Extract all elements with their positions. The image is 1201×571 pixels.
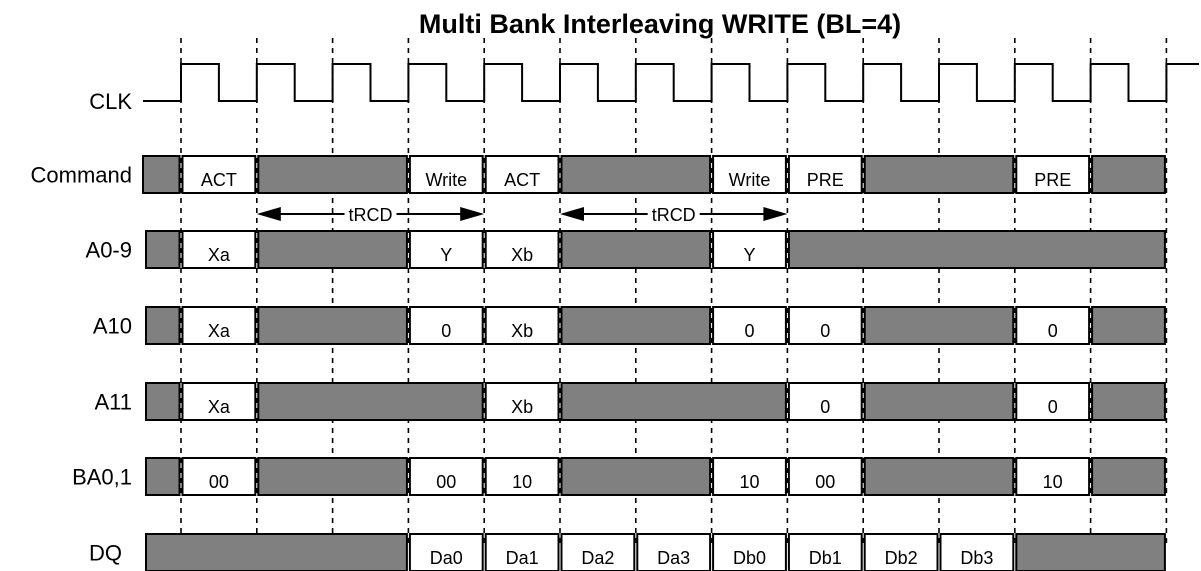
- cell-value: Xa: [207, 397, 230, 417]
- timing-annotations: [257, 205, 788, 225]
- dont-care-cell: [1016, 534, 1165, 571]
- cell-value: PRE: [806, 170, 844, 190]
- dont-care-cell: [143, 156, 180, 193]
- cell-value: Da2: [581, 548, 615, 568]
- cell-value: Db3: [960, 548, 994, 568]
- cell-value: 0: [744, 321, 755, 341]
- signal-label: A0-9: [85, 237, 132, 263]
- dont-care-cell: [1092, 458, 1165, 495]
- cell-value: Xa: [207, 245, 230, 265]
- dont-care-cell: [258, 156, 407, 193]
- signal-rows: [31, 156, 1165, 571]
- cell-value: Write: [728, 170, 771, 190]
- cell-value: Xb: [511, 245, 534, 265]
- dont-care-cell: [562, 307, 711, 344]
- clock-label: CLK: [89, 89, 132, 114]
- dont-care-cell: [865, 307, 1014, 344]
- cell-value: 10: [739, 472, 760, 492]
- dont-care-cell: [146, 231, 180, 268]
- dont-care-cell: [865, 383, 1014, 420]
- trcd-label: tRCD: [651, 205, 696, 225]
- cell-value: 00: [436, 472, 457, 492]
- trcd-annotation: [257, 205, 484, 225]
- dont-care-cell: [146, 534, 407, 571]
- signal-label: A10: [92, 313, 132, 339]
- dont-care-cell: [1092, 307, 1165, 344]
- dont-care-cell: [865, 156, 1014, 193]
- clock-signal: [89, 64, 1199, 114]
- signal-row-ba01: [72, 458, 1165, 495]
- cell-value: ACT: [200, 170, 237, 190]
- cell-value: Da1: [505, 548, 539, 568]
- arrow-right-icon: [763, 207, 787, 221]
- cell-value: 10: [512, 472, 533, 492]
- signal-row-a11: [94, 383, 1164, 420]
- signal-row-dq: [89, 534, 1165, 571]
- cell-value: Da3: [657, 548, 691, 568]
- cell-value: 0: [441, 321, 452, 341]
- cell-value: Xb: [511, 321, 534, 341]
- signal-label: BA0,1: [72, 464, 132, 490]
- dont-care-cell: [258, 231, 407, 268]
- cell-value: 0: [1047, 397, 1058, 417]
- signal-label: A11: [94, 389, 132, 415]
- cell-value: Xb: [511, 397, 534, 417]
- cell-value: Db2: [884, 548, 918, 568]
- arrow-left-icon: [257, 207, 281, 221]
- signal-row-a10: [93, 307, 1165, 344]
- cell-value: Y: [743, 245, 756, 265]
- signal-row-a0-9: [86, 231, 1165, 268]
- cell-value: 10: [1042, 472, 1063, 492]
- cell-value: 0: [820, 321, 831, 341]
- cell-value: Db1: [808, 548, 842, 568]
- dont-care-cell: [562, 156, 711, 193]
- cell-value: Write: [425, 170, 468, 190]
- arrow-right-icon: [460, 207, 484, 221]
- arrow-left-icon: [560, 207, 584, 221]
- cell-value: 00: [208, 472, 229, 492]
- trcd-label: tRCD: [348, 205, 393, 225]
- dont-care-cell: [146, 383, 180, 420]
- dont-care-cell: [1092, 383, 1165, 420]
- cell-value: Db0: [732, 548, 767, 568]
- dont-care-cell: [258, 458, 407, 495]
- dont-care-cell: [562, 458, 711, 495]
- trcd-annotation: [560, 205, 787, 225]
- clock-waveform: [143, 64, 1199, 101]
- cell-value: 0: [1047, 321, 1058, 341]
- cell-value: PRE: [1034, 170, 1072, 190]
- dont-care-cell: [562, 231, 711, 268]
- dont-care-cell: [258, 383, 482, 420]
- dont-care-cell: [258, 307, 407, 344]
- cell-value: 00: [815, 472, 836, 492]
- cell-value: ACT: [504, 170, 541, 190]
- dont-care-cell: [865, 458, 1014, 495]
- signal-row-command: [31, 156, 1165, 193]
- dont-care-cell: [146, 307, 180, 344]
- cell-value: 0: [820, 397, 831, 417]
- cell-value: Xa: [207, 321, 230, 341]
- dont-care-cell: [1092, 156, 1165, 193]
- signal-label: Command: [30, 162, 132, 188]
- dont-care-cell: [789, 231, 1165, 268]
- cell-value: Da0: [429, 548, 463, 568]
- dont-care-cell: [146, 458, 180, 495]
- signal-label: DQ: [89, 540, 122, 566]
- dont-care-cell: [562, 383, 786, 420]
- cell-value: Y: [440, 245, 453, 265]
- diagram-title: Multi Bank Interleaving WRITE (BL=4): [418, 9, 902, 39]
